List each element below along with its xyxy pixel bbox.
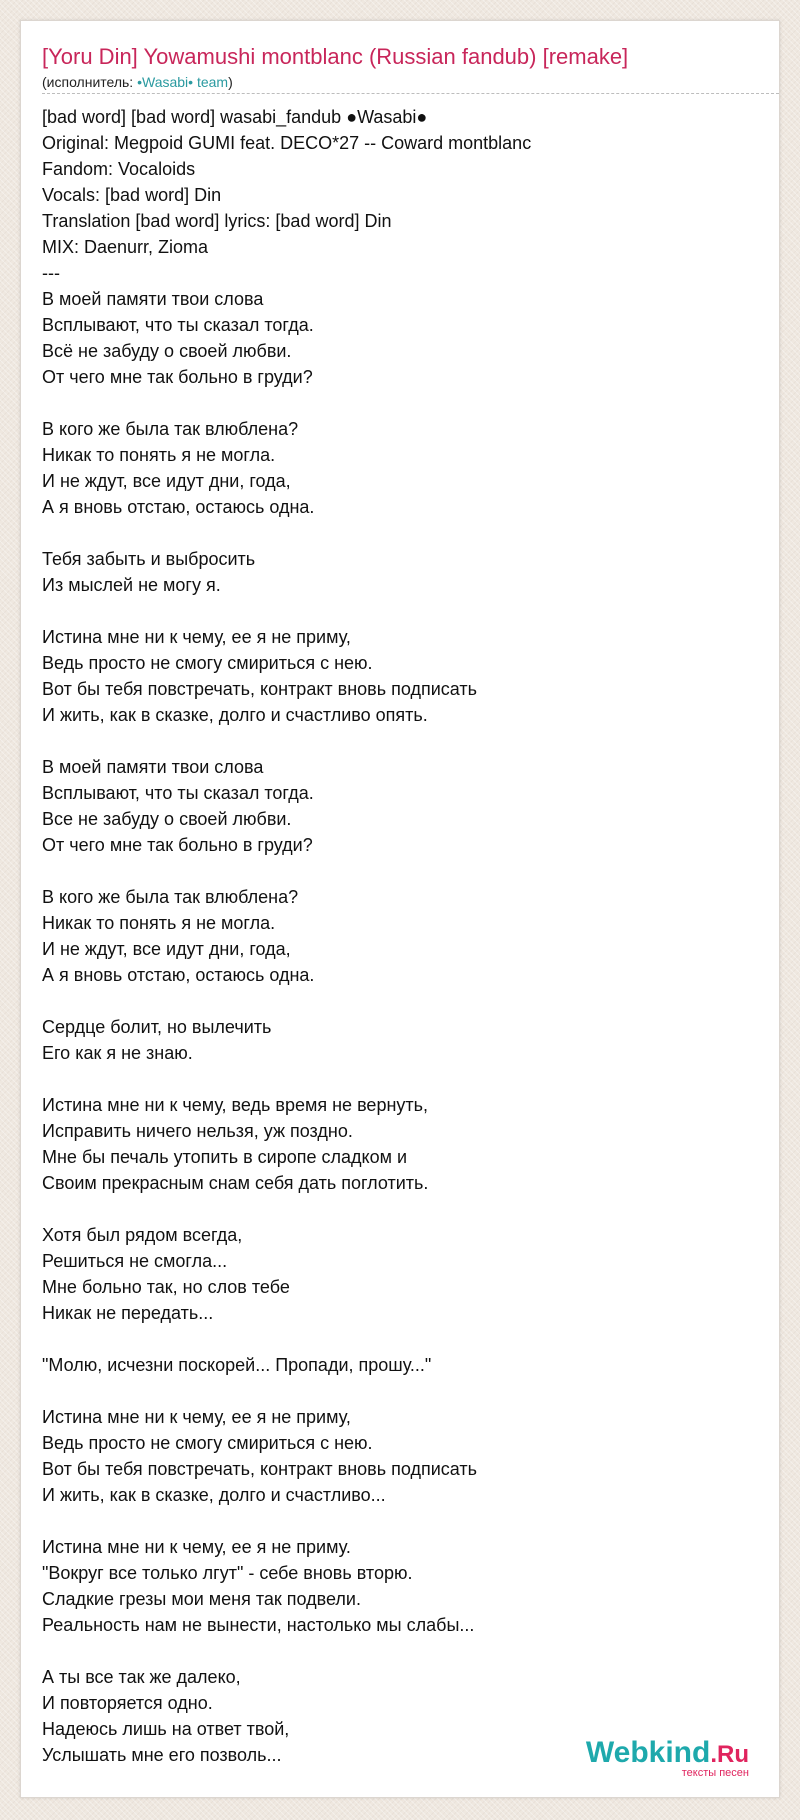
- lyrics-line: Мне больно так, но слов тебе: [42, 1277, 290, 1297]
- artist-prefix: (исполнитель:: [42, 74, 138, 90]
- lyrics-line: [42, 1326, 762, 1352]
- lyrics-line: И жить, как в сказке, долго и счастливо...: [42, 1485, 386, 1505]
- logo-tld: .Ru: [710, 1741, 749, 1768]
- artist-line: [42, 73, 233, 91]
- lyrics-line: Сладкие грезы мои меня так подвели.: [42, 1589, 361, 1609]
- lyrics-line: Все не забуду о своей любви.: [42, 809, 292, 829]
- lyrics-line: От чего мне так больно в груди?: [42, 367, 313, 387]
- lyrics-line: Решиться не смогла...: [42, 1251, 228, 1271]
- lyrics-line: Вот бы тебя повстречать, контракт вновь подписать: [42, 1459, 478, 1479]
- lyrics-line: MIX: Daenurr, Zioma: [42, 237, 209, 257]
- lyrics-line: Истина мне ни к чему, ее я не приму.: [42, 1537, 351, 1557]
- lyrics-line: [42, 728, 762, 754]
- lyrics-line: Всплывают, что ты сказал тогда.: [42, 315, 314, 335]
- lyrics-line: Никак то понять я не могла.: [42, 913, 276, 933]
- lyrics-line: В моей памяти твои слова: [42, 757, 264, 777]
- lyrics-line: В кого же была так влюблена?: [42, 887, 299, 907]
- lyrics-line: Сердце болит, но вылечить: [42, 1017, 272, 1037]
- lyrics-line: [42, 390, 762, 416]
- lyrics-line: И не ждут, все идут дни, года,: [42, 471, 291, 491]
- lyrics-line: Хотя был рядом всегда,: [42, 1225, 243, 1245]
- logo-wordmark: [586, 1738, 749, 1770]
- lyrics-line: Исправить ничего нельзя, уж поздно.: [42, 1121, 353, 1141]
- lyrics-line: [42, 598, 762, 624]
- logo-name: Webkind: [585, 1736, 711, 1769]
- lyrics-line: Ведь просто не смогу смириться с нею.: [42, 653, 373, 673]
- lyrics-line: Его как я не знаю.: [42, 1043, 193, 1063]
- lyrics-line: Original: Megpoid GUMI feat. DECO*27 -- Coward montblanc: [42, 133, 532, 153]
- lyrics-line: [42, 1066, 762, 1092]
- lyrics-line: А я вновь отстаю, остаюсь одна.: [42, 497, 315, 517]
- lyrics-line: Ведь просто не смогу смириться с нею.: [42, 1433, 373, 1453]
- lyrics-line: Всё не забуду о своей любви.: [42, 341, 292, 361]
- lyrics-line: В моей памяти твои слова: [42, 289, 264, 309]
- page-title: [Yoru Din] Yowamushi montblanc (Russian fandub) [remake]: [42, 44, 629, 69]
- lyrics-line: Истина мне ни к чему, ее я не приму,: [42, 1407, 351, 1427]
- lyrics-line: Из мыслей не могу я.: [42, 575, 221, 595]
- lyrics-line: И жить, как в сказке, долго и счастливо опять.: [42, 705, 428, 725]
- lyrics-line: От чего мне так больно в груди?: [42, 835, 313, 855]
- lyrics-line: А ты все так же далеко,: [42, 1667, 241, 1687]
- lyrics-line: Fandom: Vocaloids: [42, 159, 196, 179]
- lyrics-line: И не ждут, все идут дни, года,: [42, 939, 291, 959]
- lyrics-line: Реальность нам не вынести, настолько мы слабы...: [42, 1615, 475, 1635]
- lyrics-line: ---: [42, 263, 60, 283]
- lyrics-line: А я вновь отстаю, остаюсь одна.: [42, 965, 315, 985]
- lyrics-line: [bad word] [bad word] wasabi_fandub ●Wasabi●: [42, 107, 428, 127]
- lyrics-line: Услышать мне его позволь...: [42, 1745, 282, 1765]
- lyrics-line: [42, 1196, 762, 1222]
- lyrics-line: [42, 858, 762, 884]
- lyrics-line: Своим прекрасным снам себя дать поглотить.: [42, 1173, 429, 1193]
- lyrics-line: [42, 1378, 762, 1404]
- site-logo[interactable]: [586, 1738, 749, 1779]
- lyrics-card: [20, 20, 780, 1798]
- lyrics-line: Vocals: [bad word] Din: [42, 185, 222, 205]
- lyrics-line: Вот бы тебя повстречать, контракт вновь подписать: [42, 679, 478, 699]
- lyrics-line: Никак то понять я не могла.: [42, 445, 276, 465]
- lyrics-line: Истина мне ни к чему, ее я не приму,: [42, 627, 351, 647]
- lyrics-line: Translation [bad word] lyrics: [bad word] Din: [42, 211, 392, 231]
- artist-link[interactable]: •Wasabi• team: [137, 74, 229, 90]
- lyrics-text: [42, 104, 762, 1768]
- lyrics-line: [42, 520, 762, 546]
- lyrics-line: И повторяется одно.: [42, 1693, 213, 1713]
- lyrics-line: В кого же была так влюблена?: [42, 419, 299, 439]
- lyrics-line: "Молю, исчезни поскорей... Пропади, прошу...": [42, 1355, 432, 1375]
- lyrics-line: Истина мне ни к чему, ведь время не вернуть,: [42, 1095, 429, 1115]
- lyrics-line: [42, 1508, 762, 1534]
- lyrics-line: Мне бы печаль утопить в сиропе сладком и: [42, 1147, 408, 1167]
- lyrics-line: Никак не передать...: [42, 1303, 214, 1323]
- lyrics-line: [42, 988, 762, 1014]
- lyrics-line: "Вокруг все только лгут" - себе вновь вторю.: [42, 1563, 413, 1583]
- lyrics-line: [42, 1638, 762, 1664]
- lyrics-line: Надеюсь лишь на ответ твой,: [42, 1719, 290, 1739]
- artist-suffix: ): [228, 74, 233, 90]
- lyrics-line: Всплывают, что ты сказал тогда.: [42, 783, 314, 803]
- lyrics-line: Тебя забыть и выбросить: [42, 549, 256, 569]
- title-divider: [42, 93, 779, 94]
- logo-subtitle: тексты песен: [681, 1767, 749, 1779]
